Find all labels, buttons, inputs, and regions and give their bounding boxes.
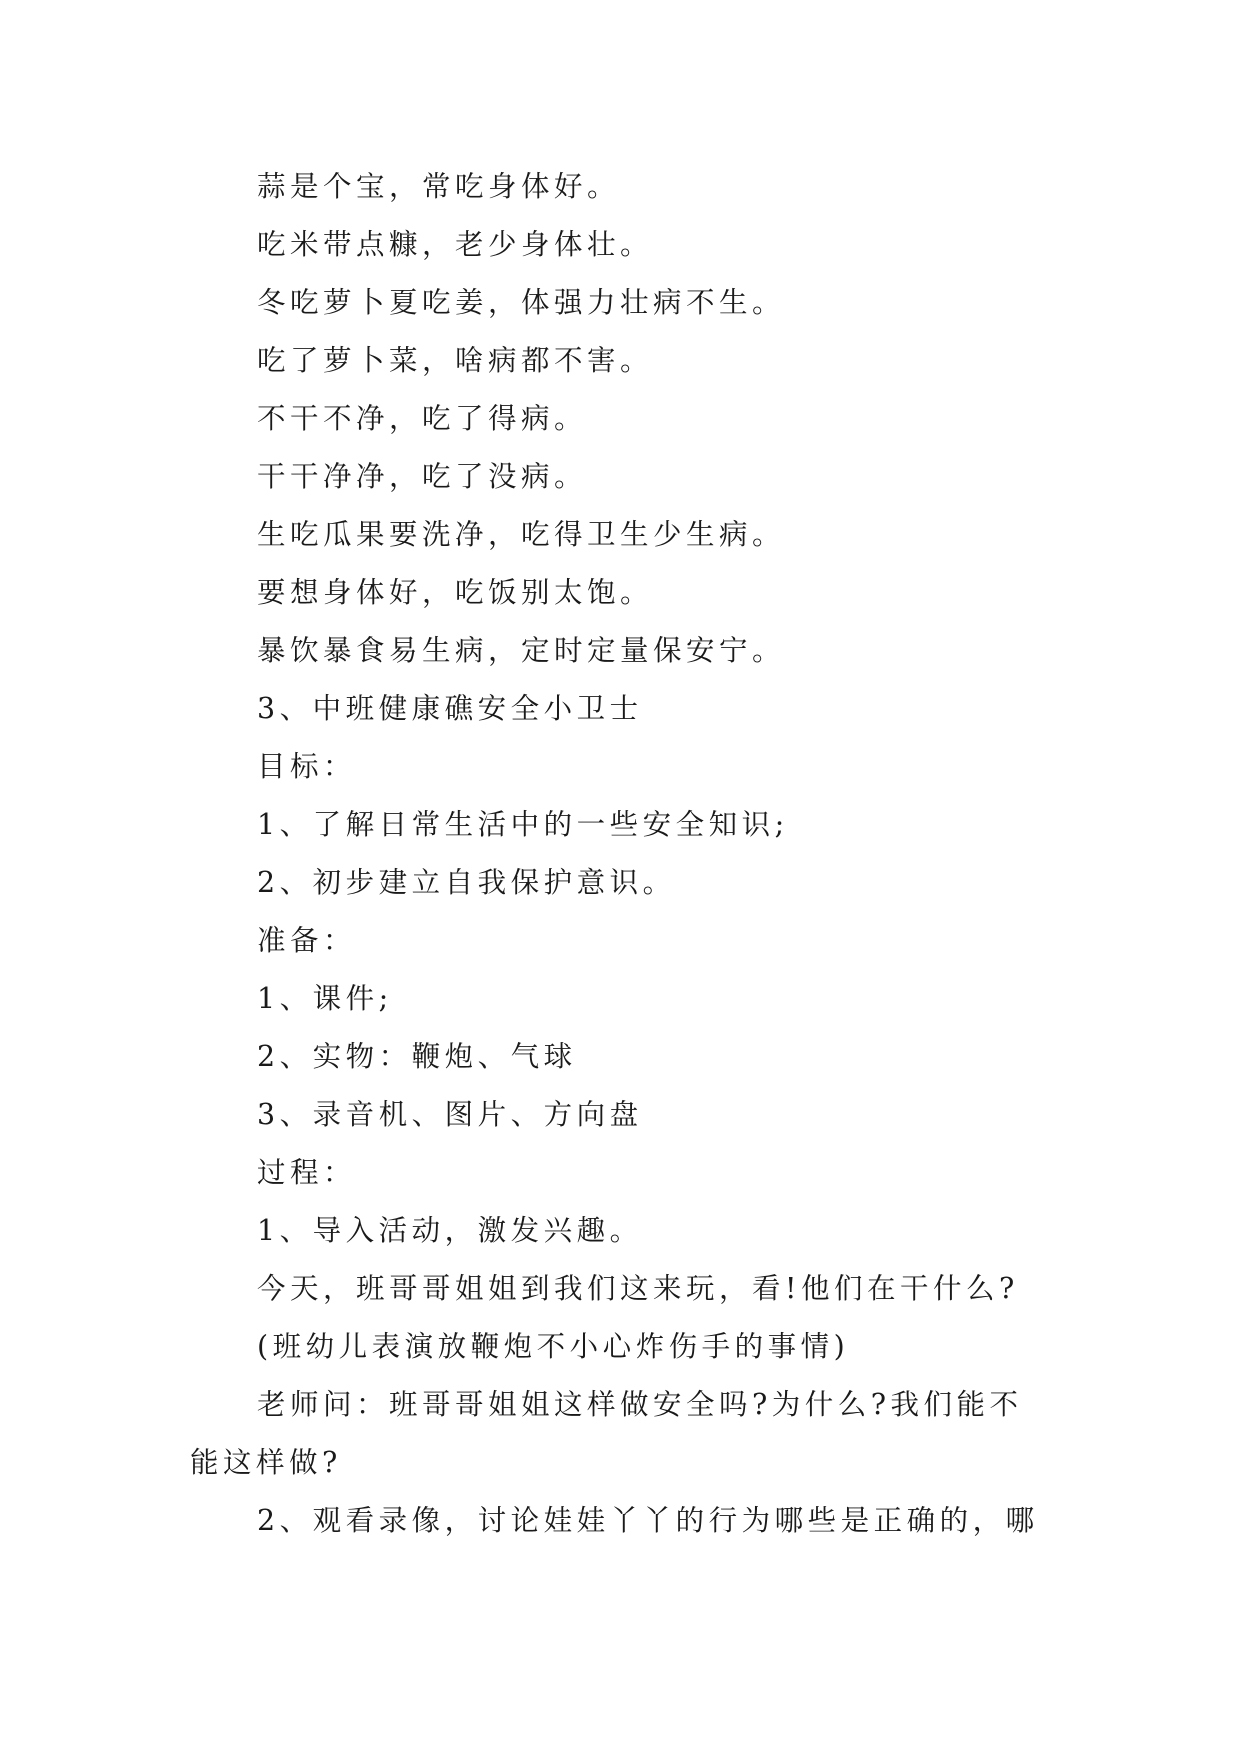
paragraph: 目标： xyxy=(257,750,357,783)
paragraph: 蒜是个宝，常吃身体好。 xyxy=(257,170,621,203)
paragraph: 干干净净，吃了没病。 xyxy=(257,460,588,493)
paragraph: 1、课件; xyxy=(257,982,393,1015)
paragraph: 冬吃萝卜夏吃姜，体强力壮病不生。 xyxy=(257,286,786,319)
paragraph: 1、了解日常生活中的一些安全知识; xyxy=(257,808,789,841)
section-heading: 3、中班健康礁安全小卫士 xyxy=(257,692,643,725)
paragraph: 吃了萝卜菜，啥病都不害。 xyxy=(257,344,654,377)
paragraph: 过程： xyxy=(257,1156,357,1189)
paragraph: 3、录音机、图片、方向盘 xyxy=(257,1098,643,1131)
paragraph: 要想身体好，吃饭别太饱。 xyxy=(257,576,654,609)
paragraph: 老师问：班哥哥姐姐这样做安全吗?为什么?我们能不能这样做? xyxy=(190,1388,1023,1479)
paragraph: 暴饮暴食易生病，定时定量保安宁。 xyxy=(257,634,786,667)
paragraph: 2、观看录像，讨论娃娃丫丫的行为哪些是正确的，哪 xyxy=(257,1504,1039,1537)
paragraph: (班幼儿表演放鞭炮不小心炸伤手的事情) xyxy=(257,1330,850,1363)
paragraph: 2、实物：鞭炮、气球 xyxy=(257,1040,577,1073)
paragraph: 不干不净，吃了得病。 xyxy=(257,402,588,435)
paragraph: 1、导入活动，激发兴趣。 xyxy=(257,1214,643,1247)
paragraph: 生吃瓜果要洗净，吃得卫生少生病。 xyxy=(257,518,786,551)
paragraph: 今天，班哥哥姐姐到我们这来玩，看!他们在干什么? xyxy=(257,1272,1019,1305)
paragraph: 准备： xyxy=(257,924,357,957)
paragraph: 2、初步建立自我保护意识。 xyxy=(257,866,676,899)
document-body xyxy=(190,158,1055,1550)
paragraph: 吃米带点糠，老少身体壮。 xyxy=(257,228,654,261)
